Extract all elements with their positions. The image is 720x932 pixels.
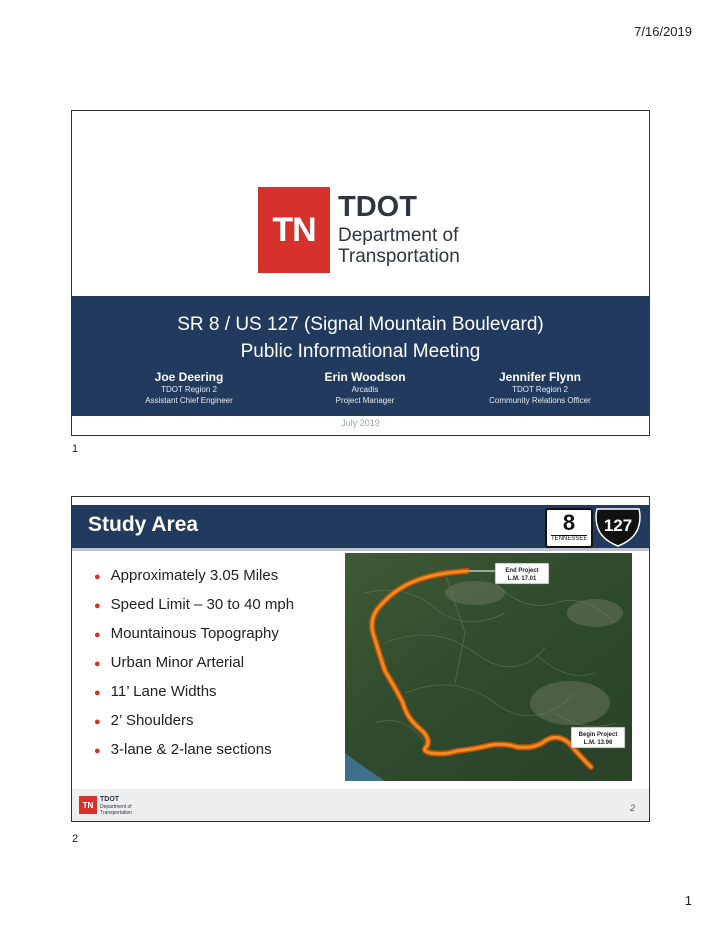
slide-title-line-2: Public Informational Meeting [240, 341, 481, 362]
dept-line-2: Transportation [100, 810, 133, 816]
us-127-shield-icon [594, 507, 642, 547]
slide-footer [72, 789, 649, 821]
presenter-org: Arcadis [351, 385, 379, 394]
study-area-map [345, 553, 632, 781]
presenter-name: Joe Deering [154, 370, 224, 384]
bullet-text: Urban Minor Arterial [110, 654, 245, 671]
list-item [94, 590, 294, 619]
tn-logo-mark: TN [79, 796, 97, 814]
sr-8-shield-icon [545, 508, 593, 548]
tdot-logo [258, 187, 463, 273]
us-route-number: 127 [603, 516, 633, 535]
bullet-text: 3-lane & 2-lane sections [110, 741, 272, 758]
list-item [94, 561, 294, 590]
slide-page-number: 2 [629, 803, 635, 813]
presenter-2 [270, 370, 460, 406]
list-item [94, 648, 294, 677]
presenter-1 [94, 370, 284, 406]
bullet-text: Speed Limit – 30 to 40 mph [110, 596, 295, 613]
list-item [94, 619, 294, 648]
meeting-date: July 2019 [341, 418, 380, 428]
slide-2 [71, 496, 650, 822]
presenter-role: Project Manager [335, 396, 395, 405]
footer-logo-text [100, 796, 132, 816]
begin-project-label: Begin Project [578, 732, 618, 738]
bullet-icon: ● [94, 571, 101, 583]
bullet-icon: ● [94, 687, 101, 699]
slide-number-1: 1 [72, 443, 79, 455]
presenter-name: Erin Woodson [324, 370, 406, 384]
presenter-org: TDOT Region 2 [512, 385, 568, 394]
print-date: 7/16/2019 [634, 24, 692, 39]
slide-title-line-1: SR 8 / US 127 (Signal Mountain Boulevard) [177, 314, 544, 335]
bullet-text: 2’ Shoulders [110, 712, 194, 729]
begin-project-milepost: L.M. 13.96 [583, 740, 613, 746]
presenter-name: Jennifer Flynn [498, 370, 581, 384]
state-route-number: 8 [562, 510, 576, 535]
dept-line-2: Transportation [338, 246, 460, 267]
bullet-icon: ● [94, 600, 101, 612]
tdot-wordmark: TDOT [338, 191, 417, 223]
end-project-milepost: L.M. 17.01 [507, 576, 537, 582]
bullet-icon: ● [94, 629, 101, 641]
dept-line-1: Department of [100, 804, 132, 810]
bullet-text: Approximately 3.05 Miles [110, 567, 279, 584]
bullet-icon: ● [94, 658, 101, 670]
presenter-role: Assistant Chief Engineer [145, 396, 233, 405]
end-project-label: End Project [505, 568, 539, 574]
presenter-3 [445, 370, 635, 406]
bullet-text: 11’ Lane Widths [110, 683, 217, 700]
presenter-org: TDOT Region 2 [161, 385, 217, 394]
footer-tdot-logo [79, 796, 149, 814]
state-label: TENNESSEE [551, 536, 588, 542]
page-number: 1 [684, 893, 692, 908]
bullet-text: Mountainous Topography [110, 625, 279, 642]
slide-title: Study Area [88, 513, 199, 536]
list-item [94, 677, 294, 706]
list-item [94, 735, 294, 764]
slide-number-2: 2 [72, 833, 79, 845]
bullet-icon: ● [94, 716, 101, 728]
slide-1 [71, 110, 650, 436]
title-banner [72, 296, 649, 416]
title-bar [72, 505, 649, 551]
bullet-icon: ● [94, 745, 101, 757]
list-item [94, 706, 294, 735]
tdot-wordmark: TDOT [100, 796, 120, 803]
tdot-logo-text [338, 193, 460, 267]
presenter-role: Community Relations Officer [489, 396, 591, 405]
bullet-list [94, 561, 294, 764]
tn-logo-mark: TN [258, 187, 330, 273]
dept-line-1: Department of [338, 225, 459, 246]
